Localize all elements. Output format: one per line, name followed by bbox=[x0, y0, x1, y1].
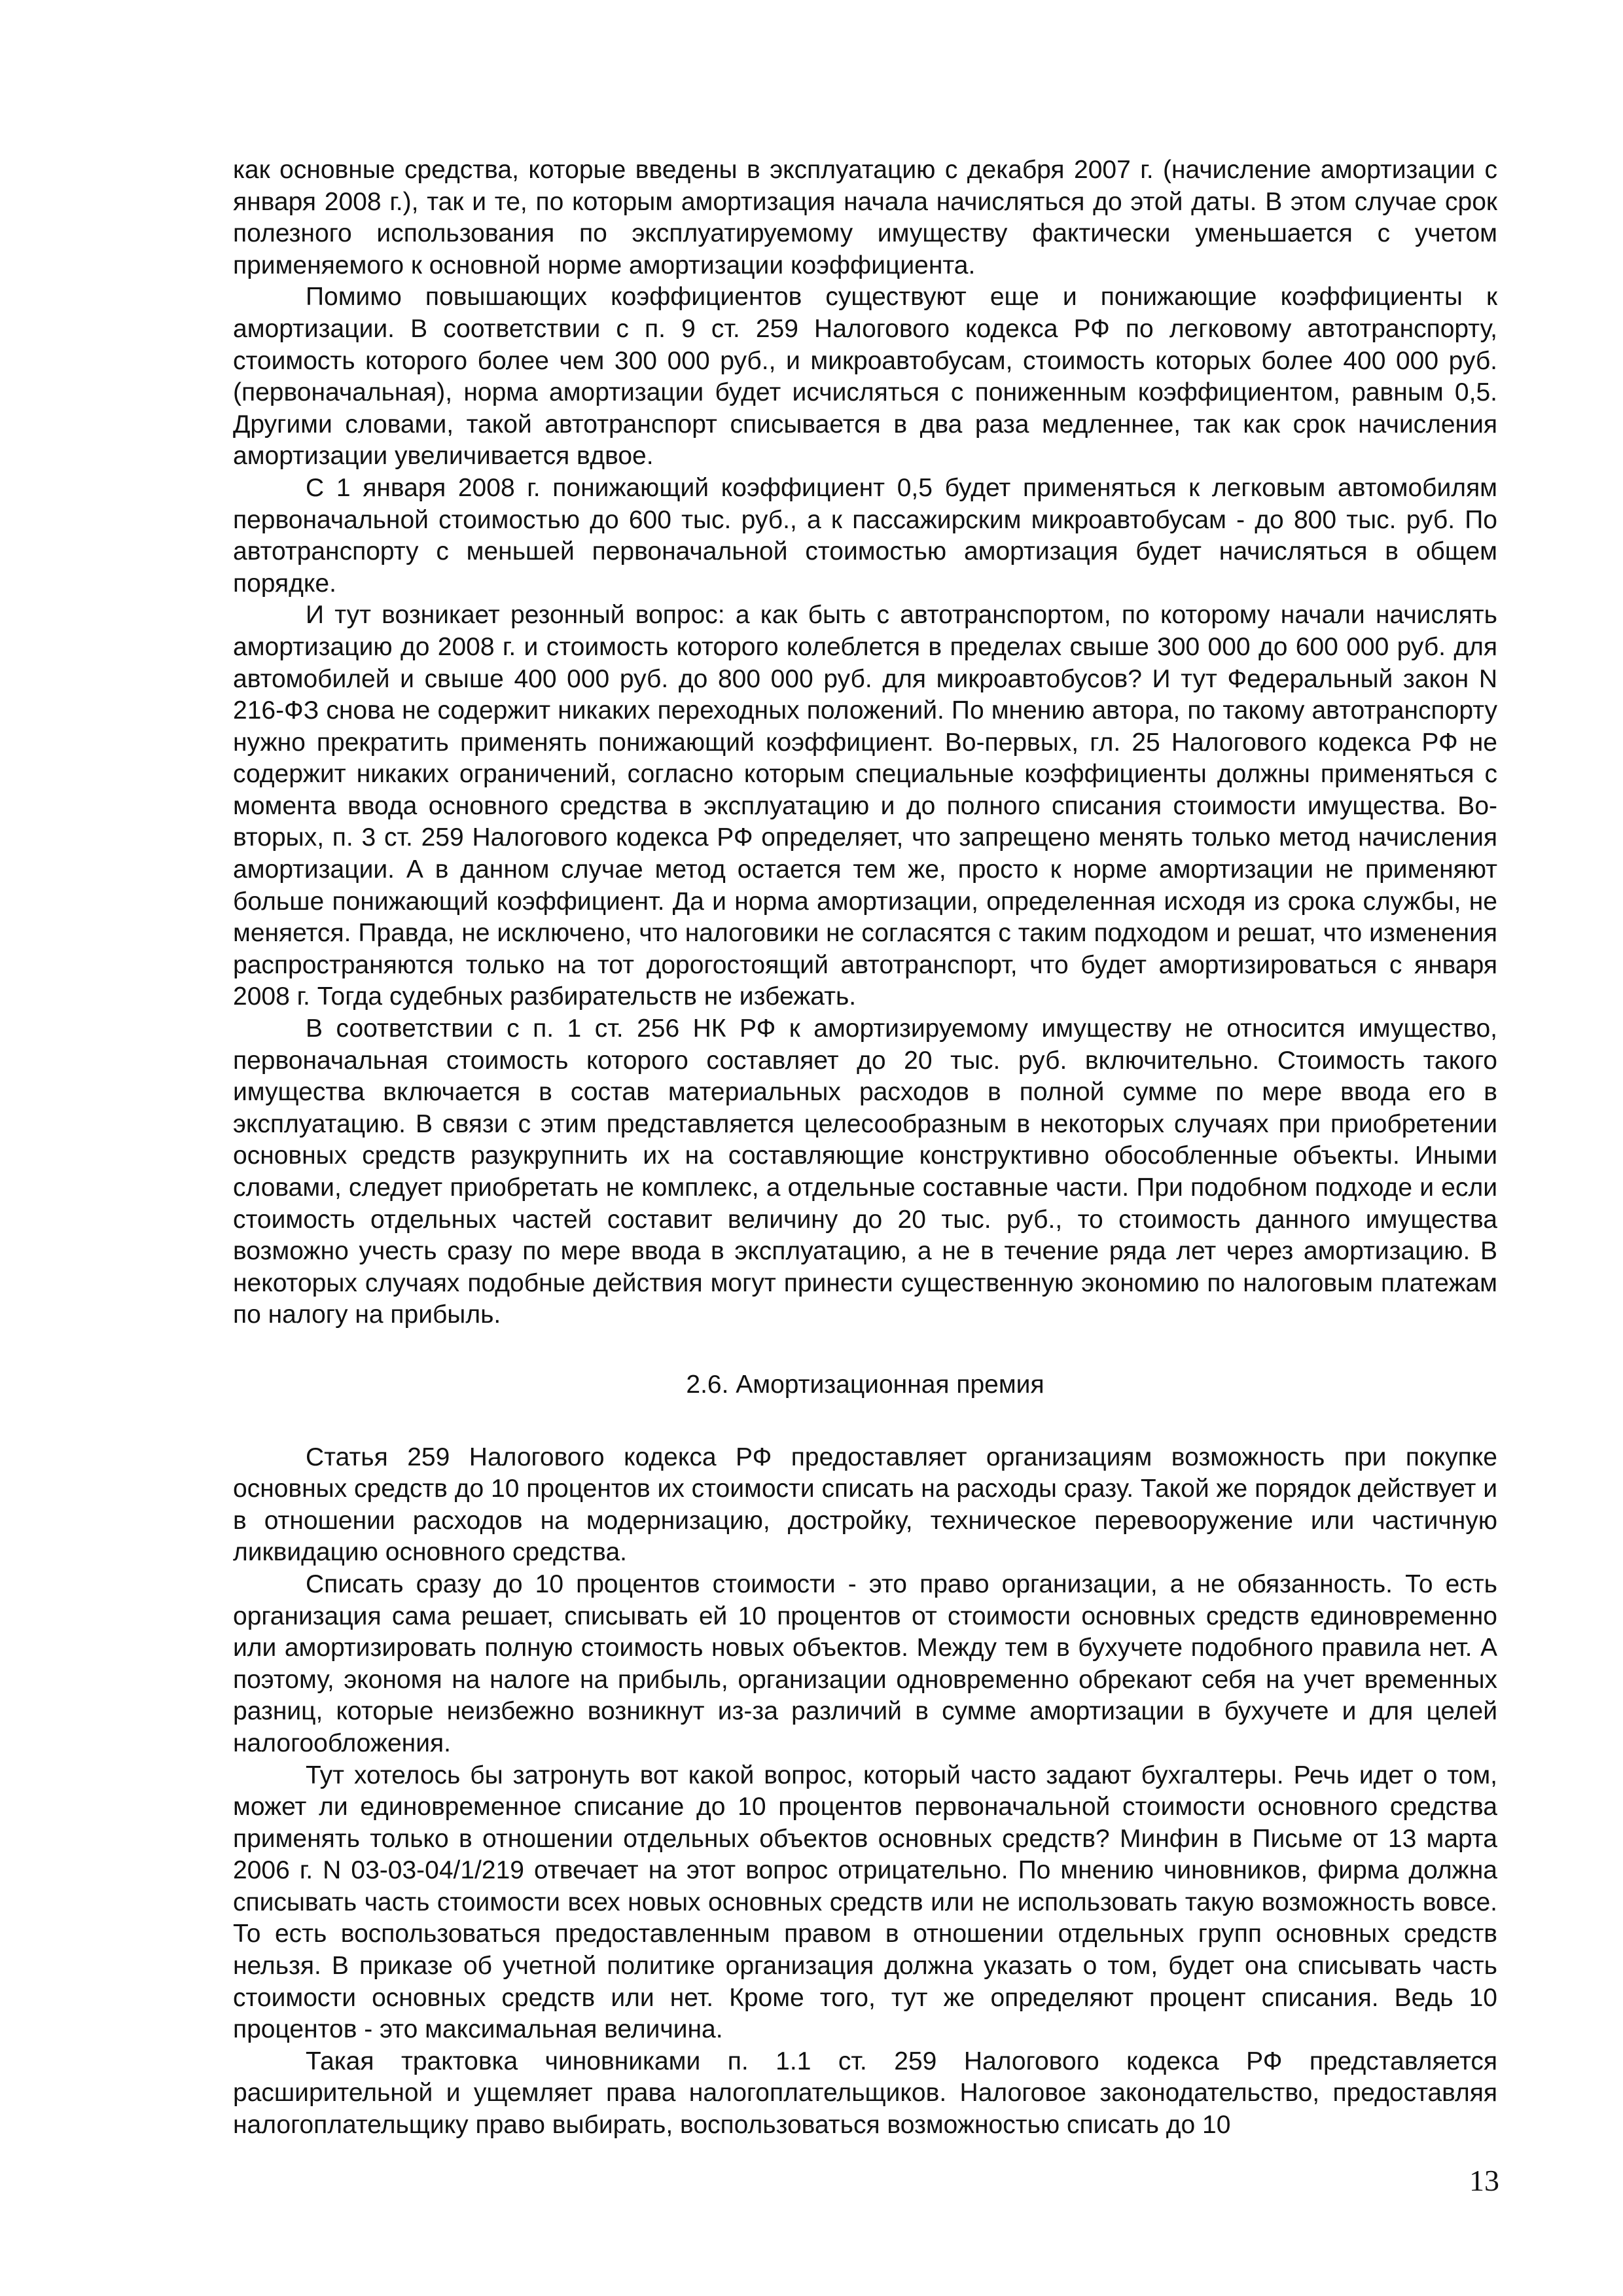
paragraph-reasonable-question: И тут возникает резонный вопрос: а как быть с автотранспортом, по которому начали начислять амортизацию до 2008 г. и стоимость которого колеблется в пределах свыше 300 000 до 600 000 руб. для автомобилей и свыше 400 000 руб. до 800 000 руб. для микроавтобусов? И тут Федеральный закон N 216-ФЗ снова не содержит никаких переходных положений. По мнению автора, по такому автотранспорту нужно прекратить применять понижающий коэффициент. Во-первых, гл. 25 Налогового кодекса РФ не содержит никаких ограничений, согласно которым специальные коэффициенты должны применяться с момента ввода основного средства в эксплуатацию и до полного списания стоимости имущества. Во-вторых, п. 3 ст. 259 Налогового кодекса РФ определяет, что запрещено менять только метод начисления амортизации. А в данном случае метод остается тем же, просто к норме амортизации не применяют больше понижающий коэффициент. Да и норма амортизации, определенная исходя из срока службы, не меняется. Правда, не исключено, что налоговики не согласятся с таким подходом и решат, что изменения распространяются только на тот дорогостоящий автотранспорт, что будет амортизироваться с января 2008 г. Тогда судебных разбирательств не избежать. bbox=[233, 601, 1497, 1011]
paragraph-right-not-obligation: Списать сразу до 10 процентов стоимости - это право организации, а не обязанность. То есть организация сама решает, списывать ей 10 процентов от стоимости основных средств единовременно или амортизировать полную стоимость новых объектов. Между тем в бухучете подобного правила нет. А поэтому, экономя на налоге на прибыль, организации одновременно обрекают себя на учет временных разниц, которые неизбежно возникнут из-за различий в сумме амортизации в бухучете и для целей налогообложения. bbox=[233, 1570, 1497, 1757]
section-heading: 2.6. Амортизационная премия bbox=[686, 1370, 1044, 1399]
paragraph-article-259: Статья 259 Налогового кодекса РФ предоставляет организациям возможность при покупке основных средств до 10 процентов их стоимости списать на расходы сразу. Такой же порядок действует и в отношении расходов на модернизацию, достройку, техническое перевооружение или частичную ликвидацию основного средства. bbox=[233, 1443, 1498, 1567]
paragraph-broad-interpretation: Такая трактовка чиновниками п. 1.1 ст. 259 Налогового кодекса РФ представляется расширительной и ущемляет права налогоплательщиков. Налоговое законодательство, предоставляя налогоплательщику право выбирать, воспользоваться возможностью списать до 10 bbox=[233, 2047, 1497, 2140]
page-number: 13 bbox=[1469, 2164, 1499, 2197]
paragraph-from-january-2008: С 1 января 2008 г. понижающий коэффициент 0,5 будет применяться к легковым автомобилям первоначальной стоимостью до 600 тыс. руб., а к пассажирским микроавтобусам - до 800 тыс. руб. По автотранспорту с меньшей первоначальной стоимостью амортизация будет начисляться в общем порядке. bbox=[233, 473, 1497, 598]
paragraph-article-256: В соответствии с п. 1 ст. 256 НК РФ к амортизируемому имуществу не относится имущество, первоначальная стоимость которого составляет до 20 тыс. руб. включительно. Стоимость такого имущества включается в состав материальных расходов в полной сумме по мере ввода его в эксплуатацию. В связи с этим представляется целесообразным в некоторых случаях при приобретении основных средств разукрупнить их на составляющие конструктивно обособленные объекты. Иными словами, следует приобретать не комплекс, а отдельные составные части. При подобном подходе и если стоимость отдельных частей составит величину до 20 тыс. руб., то стоимость данного имущества возможно учесть сразу по мере ввода в эксплуатацию, а не в течение ряда лет через амортизацию. В некоторых случаях подобные действия могут принести существенную экономию по налоговым платежам по налогу на прибыль. bbox=[233, 1014, 1497, 1329]
paragraph-accountants-question: Тут хотелось бы затронуть вот какой вопрос, который часто задают бухгалтеры. Речь идет о том, может ли единовременное списание до 10 процентов первоначальной стоимости основного средства применять только в отношении отдельных объектов основных средств? Минфин в Письме от 13 марта 2006 г. N 03-03-04/1/219 отвечает на этот вопрос отрицательно. По мнению чиновников, фирма должна списывать часть стоимости всех новых основных средств или не использовать такую возможность вовсе. То есть воспользоваться предоставленным правом в отношении отдельных групп основных средств нельзя. В приказе об учетной политике организация должна указать о том, будет она списывать часть стоимости основных средств или нет. Кроме того, тут же определяют процент списания. Ведь 10 процентов - это максимальная величина. bbox=[233, 1761, 1497, 2044]
paragraph-continuation: как основные средства, которые введены в эксплуатацию с декабря 2007 г. (начисление амортизации с января 2008 г.), так и те, по которым амортизация начала начисляться до этой даты. В этом случае срок полезного использования по эксплуатируемому имуществу фактически уменьшается с учетом применяемого к основной норме амортизации коэффициента. bbox=[233, 156, 1497, 279]
page-body bbox=[233, 154, 1497, 2142]
paragraph-lowering-coefficients: Помимо повышающих коэффициентов существуют еще и понижающие коэффициенты к амортизации. В соответствии с п. 9 ст. 259 Налогового кодекса РФ по легковому автотранспорту, стоимость которого более чем 300 000 руб., и микроавтобусам, стоимость которых более 400 000 руб. (первоначальная), норма амортизации будет исчисляться с пониженным коэффициентом, равным 0,5. Другими словами, такой автотранспорт списывается в два раза медленнее, так как срок начисления амортизации увеличивается вдвое. bbox=[233, 283, 1497, 471]
